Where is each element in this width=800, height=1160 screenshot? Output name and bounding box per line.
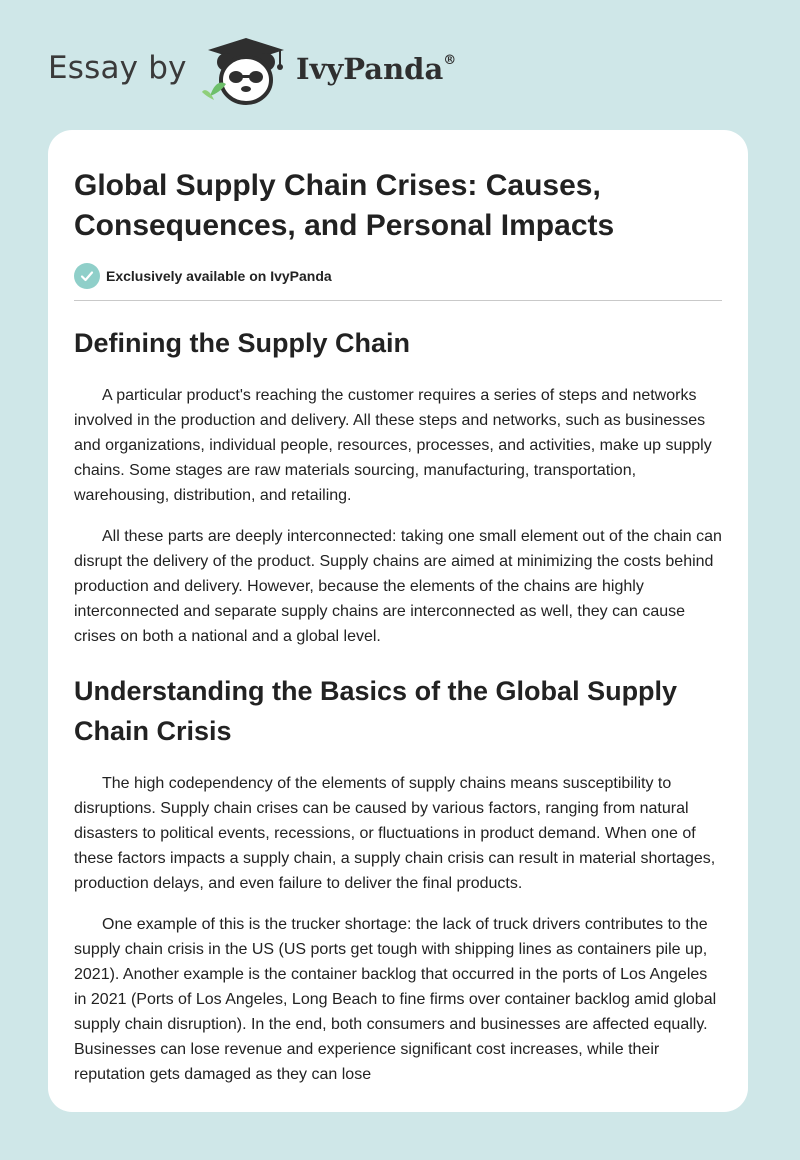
divider: [74, 300, 722, 301]
panda-graduate-icon[interactable]: [200, 36, 292, 108]
paragraph: One example of this is the trucker shortage: the lack of truck drivers contributes to the supply chain crisis in the US (US ports get tough with shipping lines as containers pile up, 2021). Another example is the container backlog that occurred in the ports of Los Angeles in 2021 (Ports of Los Angeles, Long Beach to fine firms over container backlog amid global supply chain disruption). In the end, both consumers and businesses are affected equally. Businesses can lose revenue and experience significant cost increases, while their reputation gets damaged as they can lose: [74, 916, 717, 1083]
essay-title: Global Supply Chain Crises: Causes, Consequences, and Personal Impacts: [74, 169, 615, 242]
section-heading-basics: Understanding the Basics of the Global Supply Chain Crisis: [74, 676, 678, 746]
site-header: [0, 0, 800, 130]
section-heading-defining: Defining the Supply Chain: [74, 328, 410, 358]
essay-content: [74, 166, 722, 1103]
check-icon: [74, 263, 100, 289]
exclusive-label: Exclusively available on IvyPanda: [106, 268, 332, 284]
essay-card: [48, 130, 748, 1112]
paragraph: A particular product's reaching the customer requires a series of steps and networks involved in the production and delivery. All these steps and networks, such as businesses and organizations, individual people, resources, processes, and activities, make up supply chains. Some stages are raw materials sourcing, manufacturing, transportation, warehousing, distribution, and retailing.: [74, 387, 712, 504]
exclusive-badge: [74, 262, 722, 290]
essay-by-label: Essay by: [48, 50, 187, 86]
brand-text: IvyPanda: [296, 52, 444, 86]
brand-name[interactable]: [296, 52, 456, 86]
registered-mark: ®: [443, 53, 457, 69]
paragraph: All these parts are deeply interconnected: taking one small element out of the chain can disrupt the delivery of the product. Supply chains are aimed at minimizing the costs behind production and delivery. However, because the elements of the chains are highly interconnected and separate supply chains are interconnected as well, they can cause crises on both a national and a global level.: [74, 528, 722, 645]
paragraph: The high codependency of the elements of supply chains means susceptibility to disruptions. Supply chain crises can be caused by various factors, ranging from natural disasters to political events, recessions, or fluctuations in product demand. When one of these factors impacts a supply chain, a supply chain crisis can result in material shortages, production delays, and even failure to deliver the final products.: [74, 775, 716, 892]
